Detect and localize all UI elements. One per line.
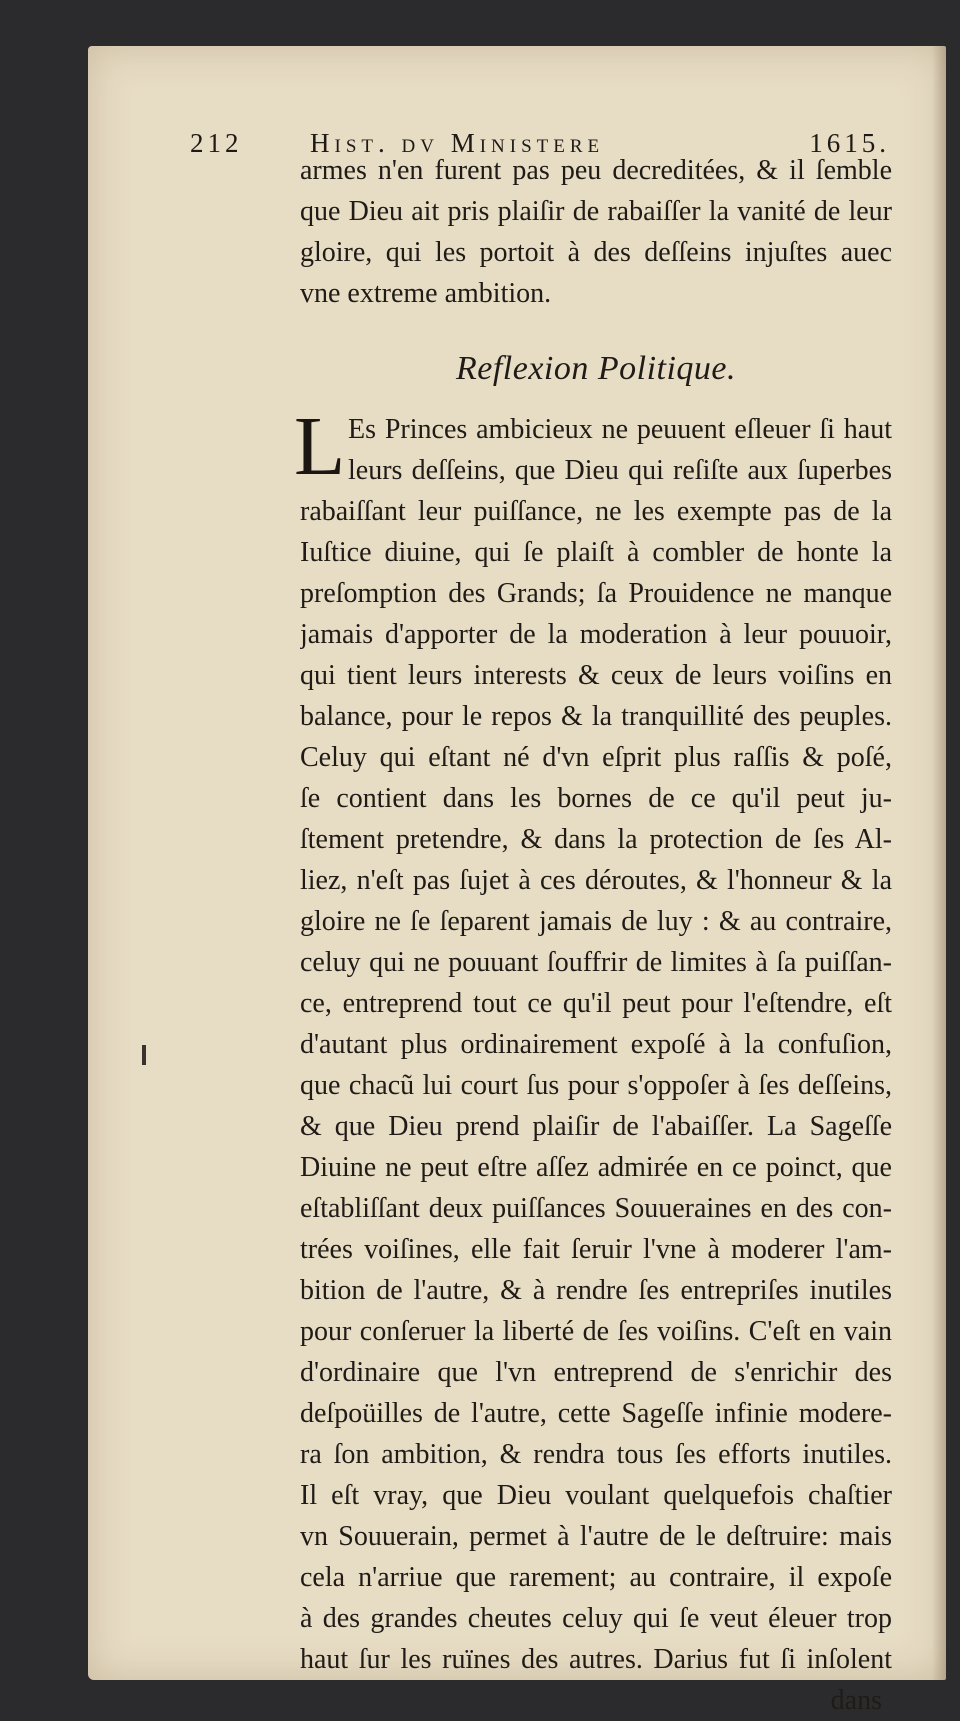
text-line: Diuine ne peut eſtre aſſez admirée en ce poinct, que (300, 1152, 892, 1183)
text-line: celuy qui ne pouuant ſouffrir de limites à ſa puiſſan- (300, 947, 892, 978)
text-line: ſtement pretendre, & dans la protection de ſes Al- (300, 824, 892, 855)
page-edge-shadow (932, 46, 946, 1680)
section-heading: Reflexion Politique. (455, 350, 737, 387)
text-line: à des grandes cheutes celuy qui ſe veut éleuer trop (300, 1603, 892, 1634)
drop-cap: L (294, 400, 346, 493)
paragraph (294, 400, 892, 1680)
text-line: gloire ne ſe ſeparent jamais de luy : & au contraire, (300, 906, 892, 937)
text-line: eſtabliſſant deux puiſſances Souueraines en des con- (300, 1193, 892, 1224)
text-line: ce, entreprend tout ce qu'il peut pour l'eſtendre, eſt (300, 988, 892, 1019)
text-line: & que Dieu prend plaiſir de l'abaiſſer. La Sageſſe (300, 1111, 892, 1142)
text-line: trées voiſines, elle fait ſeruir l'vne à moderer l'am- (300, 1234, 892, 1265)
text-line: leurs deſſeins, que Dieu qui reſiſte aux ſuperbes (348, 455, 892, 486)
page-number: 212 (190, 128, 243, 158)
text-line: preſomption des Grands; ſa Prouidence ne manque (300, 578, 892, 609)
text-line: jamais d'apporter de la moderation à leur pouuoir, (300, 619, 892, 650)
text-block (294, 150, 892, 1721)
margin-mark (142, 1045, 146, 1065)
catchword: dans (830, 1685, 882, 1716)
text-line: d'autant plus ordinairement expoſé à la confuſion, (300, 1029, 892, 1060)
text-line: d'ordinaire que l'vn entreprend de s'enrichir des (300, 1357, 892, 1388)
text-line: ſe contient dans les bornes de ce qu'il peut ju- (300, 783, 892, 814)
text-line: vne extreme ambition. (300, 278, 552, 309)
text-line: Il eſt vray, que Dieu voulant quelquefois chaſtier (300, 1480, 892, 1511)
header-year: 1615. (809, 128, 890, 158)
text-line: gloire, qui les portoit à des deſſeins injuſtes auec (300, 237, 892, 268)
continued-text (300, 150, 892, 314)
text-line: pour conſeruer la liberté de ſes voiſins. C'eſt en vain (300, 1316, 892, 1347)
text-line: deſpoüilles de l'autre, cette Sageſſe infinie modere- (300, 1398, 892, 1429)
text-line: que chacũ lui court ſus pour s'oppoſer à ſes deſſeins, (300, 1070, 892, 1101)
text-line: que Dieu ait pris plaiſir de rabaiſſer la vanité de leur (300, 196, 892, 227)
text-line: armes n'en furent pas peu decreditées, & il ſemble (300, 155, 892, 186)
text-line: Es Princes ambicieux ne peuuent eſleuer ſi haut (348, 414, 892, 445)
running-title: Hist. dv Ministere (310, 128, 605, 158)
text-line: vn Souuerain, permet à l'autre de le deſtruire: mais (300, 1521, 892, 1552)
text-line: balance, pour le repos & la tranquillité des peuples. (300, 701, 892, 732)
text-line: cela n'arriue que rarement; au contraire, il expoſe (300, 1562, 892, 1593)
text-line: ra ſon ambition, & rendra tous ſes efforts inutiles. (300, 1439, 892, 1470)
text-line: qui tient leurs interests & ceux de leurs voiſins en (300, 660, 892, 691)
text-line: Celuy qui eſtant né d'vn eſprit plus raſſis & poſé, (300, 742, 892, 773)
text-line: bition de l'autre, & à rendre ſes entrepriſes inutiles (300, 1275, 892, 1306)
text-line: haut ſur les ruïnes des autres. Darius fut ſi inſolent (300, 1644, 892, 1675)
text-line: rabaiſſant leur puiſſance, ne les exempte pas de la (300, 496, 892, 527)
text-line: Iuſtice diuine, qui ſe plaiſt à combler de honte la (300, 537, 892, 568)
text-line: liez, n'eſt pas ſujet à ces déroutes, & l'honneur & la (300, 865, 892, 896)
